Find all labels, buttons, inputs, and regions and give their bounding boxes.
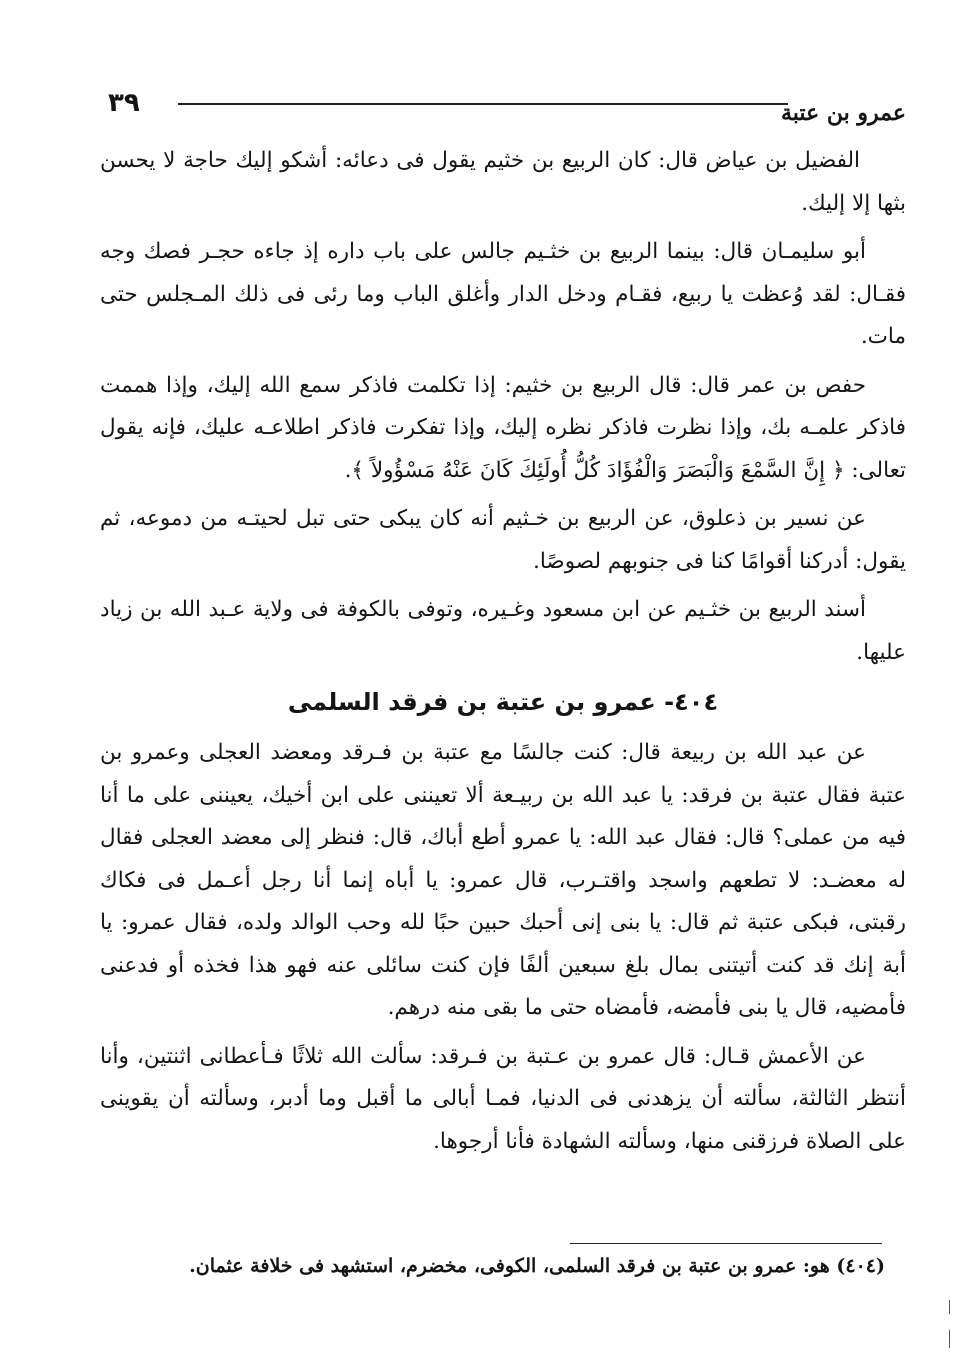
paragraph: عن عبد الله بن ربيعة قال: كنت جالسًا مع عتبة بن فـرقد ومعضد العجلى وعمرو بن عتبة فقال عتبة بن فرقد: يا عبد الله بن ربيـعة ألا تعيننى على ابن أخيك، يعيننى على ما أنا فيه من عملى؟ قال: فقال عبد الله: يا عمرو أطع أباك، قال: فنظر إلى معضد العجلى فقال له معضـد: لا تطعهم واسجد واقتـرب، قال عمرو: يا أباه إنما أنا رجل أعـمل فى فكاك رقبتى، فبكى عتبة ثم قال: يا بنى إنى أحبك حبين حبًا لله وحب الوالد ولده، فقال عمرو: يا أبة إنك قد كنت أتيتنى بمال بلغ سبعين ألفًا فإن كنت سائلى عنه فهو هذا فخذه أو فدعنى فأمضيه، قال يا بنى فأمضه، فأمضاه حتى ما بقى منه درهم. <box>100 740 906 1020</box>
paragraph: حفص بن عمر قال: قال الربيع بن خثيم: إذا تكلمت فاذكر سمع الله إليك، وإذا هممت فاذكر علمـه بك، وإذا نظرت فاذكر نظره إليك، وإذا تفكرت فاذكر اطلاعـه عليك، فإنه يقول تعالى: ﴿ إِنَّ السَّمْعَ وَالْبَصَرَ وَالْفُؤَادَ كُلُّ أُولَئِكَ كَانَ عَنْهُ مَسْؤُولاً ﴾. <box>100 372 906 483</box>
paragraph: أبو سليمـان قال: بينما الربيع بن خثـيم جالس على باب داره إذ جاءه حجـر فصك وجه فقـال: لقد وُعظت يا ربيع، فقـام ودخل الدار وأغلق الباب وما رئى فى ذلك المـجلس حتى مات. <box>100 239 906 349</box>
scan-edge-mark <box>949 1300 950 1314</box>
paragraph: عن نسير بن ذعلوق، عن الربيع بن خـثيم أنه كان يبكى حتى تبل لحيتـه من دموعه، ثم يقول: أدركنا أقوامًا كنا فى جنوبهم لصوصًا. <box>100 506 906 574</box>
footnote: (٤٠٤) هو: عمرو بن عتبة بن فرقد السلمى، الكوفى، مخضرم، استشهد فى خلافة عثمان. <box>189 1255 885 1277</box>
scan-edge-mark <box>949 1330 950 1348</box>
paragraph: عن الأعمش قـال: قال عمرو بن عـتبة بن فـرقد: سألت الله ثلاثًا فـأعطانى اثنتين، وأنا أنتظر الثالثة، سألته أن يزهدنى فى الدنيا، فمـا أبالى ما أقبل وما أدبر، وسألته أن يقوينى على الصلاة فرزقنى منها، وسألته الشهادة فأنا أرجوها. <box>100 1043 906 1154</box>
header-rule <box>178 103 788 105</box>
footnote-rule <box>570 1243 882 1244</box>
page-number: ٣٩ <box>108 88 140 118</box>
running-title: عمرو بن عتبة <box>781 100 906 126</box>
page-header <box>100 88 906 128</box>
section-heading: ٤٠٤- عمرو بن عتبة بن فرقد السلمى <box>287 688 719 716</box>
paragraph: أسند الربيع بن خثـيم عن ابن مسعود وغـيره، وتوفى بالكوفة فى ولاية عـبد الله بن زياد عليها. <box>100 597 906 665</box>
paragraph: الفضيل بن عياض قال: كان الربيع بن خثيم يقول فى دعائه: أشكو إليك حاجة لا يحسن بثها إلا إليك. <box>100 148 906 216</box>
main-text <box>100 140 906 1169</box>
